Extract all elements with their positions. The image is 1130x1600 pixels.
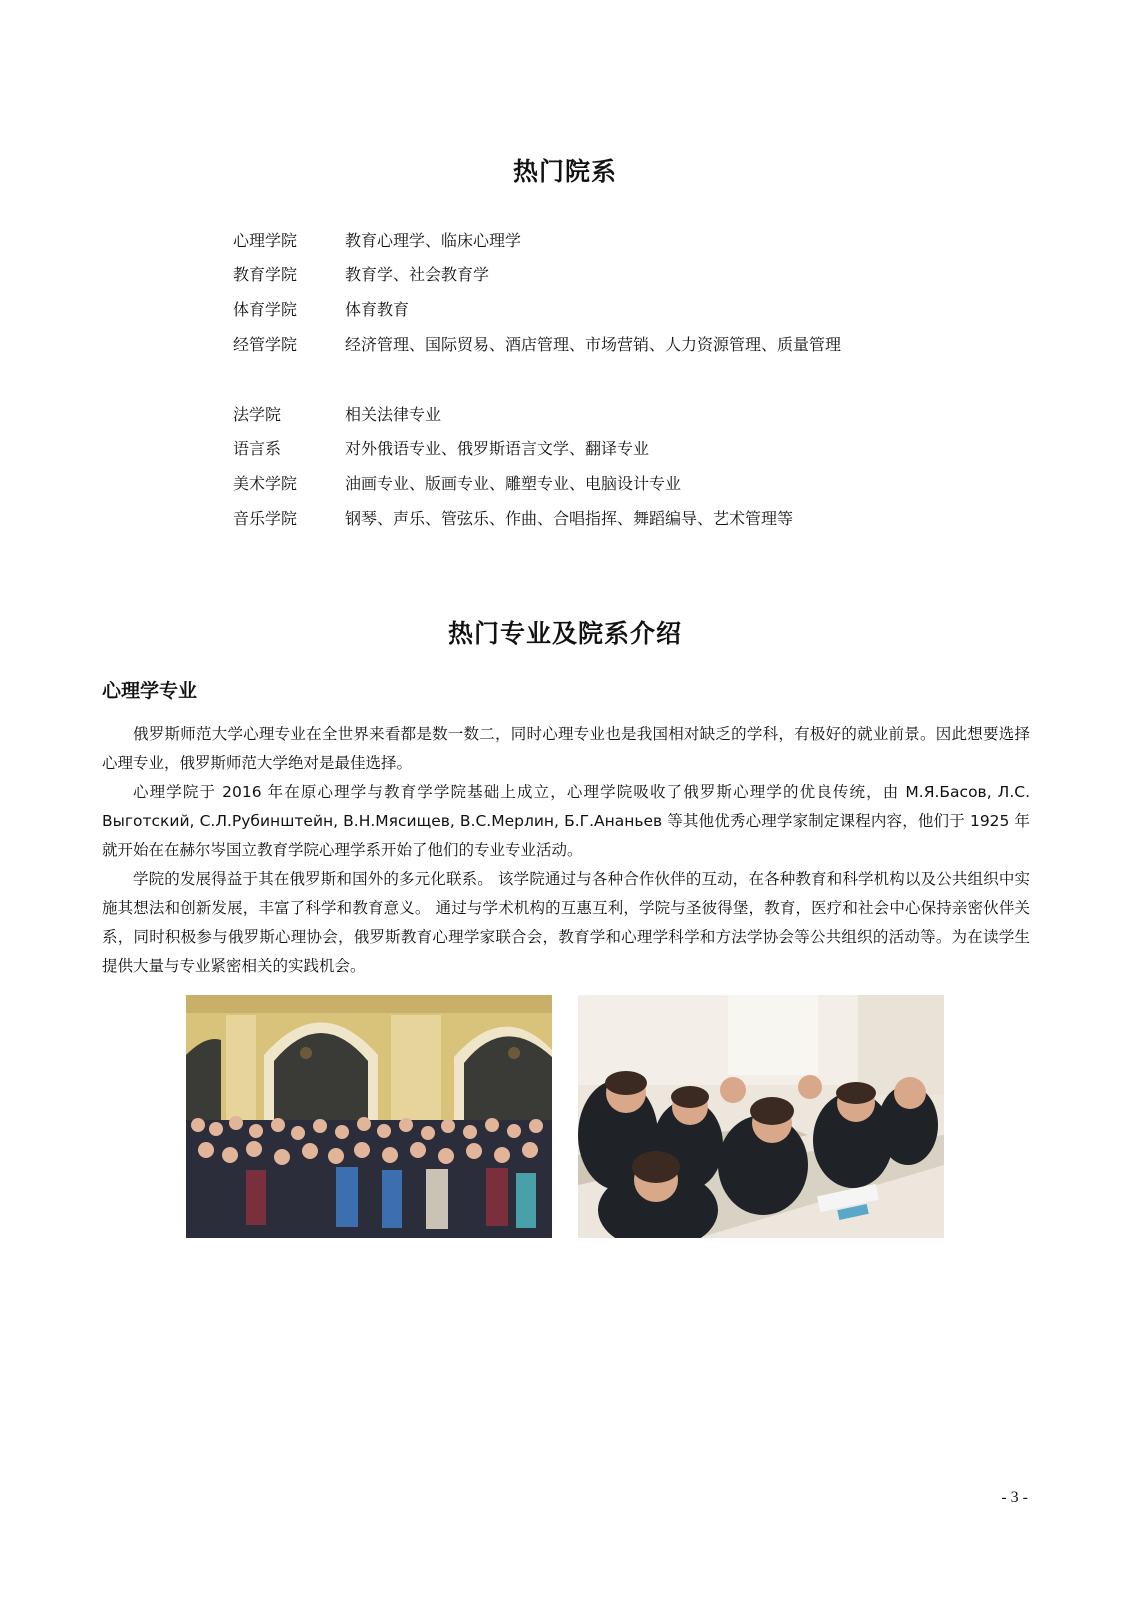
classroom-photo [578,995,944,1238]
department-majors: 相关法律专业 [345,405,442,424]
body-text [102,720,1030,981]
department-name: 教育学院 [233,265,298,284]
department-row [233,436,953,462]
paragraph: 学院的发展得益于其在俄罗斯和国外的多元化联系。 该学院通过与各种合作伙伴的互动，在各种教育和科学机构以及公共组织中实施其想法和创新发展，丰富了科学和教育意义。 通过与学术机构的互惠互利，学院与圣彼得堡，教育，医疗和社会中心保持亲密伙伴关系，同时积极参与俄罗斯心理协会，俄罗斯教育心理学家联合会，教育学和心理学科学和方法学协会等公共组织的活动等。为在读学生提供大量与专业紧密相关的实践机会。 [102,870,1030,975]
department-majors: 经济管理、国际贸易、酒店管理、市场营销、人力资源管理、质量管理 [345,335,842,354]
department-majors: 钢琴、声乐、管弦乐、作曲、合唱指挥、舞蹈编导、艺术管理等 [345,509,794,528]
group-photo-building [186,995,552,1238]
department-row [233,506,953,532]
department-name: 音乐学院 [233,509,298,528]
paragraph: 心理学院于 2016 年在原心理学与教育学学院基础上成立，心理学院吸收了俄罗斯心理学的优良传统，由 М.Я.Басов, Л.С. Выготский, С.Л.Рубинштейн, В.Н.Мясищев, В.С.Мерлин, Б.Г.Ананьев 等其他优秀心理学家制定课程内容，他们于 1925 年就开始在在赫尔岑国立教育学院心理学系开始了他们的专业专业活动。 [102,783,1030,859]
paragraph: 俄罗斯师范大学心理专业在全世界来看都是数一数二，同时心理专业也是我国相对缺乏的学科，有极好的就业前景。因此想要选择心理专业，俄罗斯师范大学绝对是最佳选择。 [102,725,1030,772]
department-row [233,402,953,428]
department-name: 美术学院 [233,474,298,493]
department-row [233,228,953,254]
department-majors: 对外俄语专业、俄罗斯语言文学、翻译专业 [345,439,650,458]
department-row [233,471,953,497]
department-name: 语言系 [233,439,282,458]
department-name: 体育学院 [233,300,298,319]
department-majors: 教育学、社会教育学 [345,265,490,284]
department-row [233,332,953,358]
section-title-departments: 热门院系 [512,157,617,186]
department-name: 心理学院 [233,231,298,250]
department-majors: 教育心理学、临床心理学 [345,231,522,250]
department-row [233,262,953,288]
department-row [233,297,953,323]
department-majors: 油画专业、版画专业、雕塑专业、电脑设计专业 [345,474,682,493]
section-heading-psychology: 心理学专业 [102,680,198,702]
department-name: 法学院 [233,405,282,424]
section-title-majors-intro: 热门专业及院系介绍 [447,619,682,648]
department-name: 经管学院 [233,335,298,354]
page-number: - 3 - [1001,1489,1028,1506]
department-majors: 体育教育 [345,300,410,319]
